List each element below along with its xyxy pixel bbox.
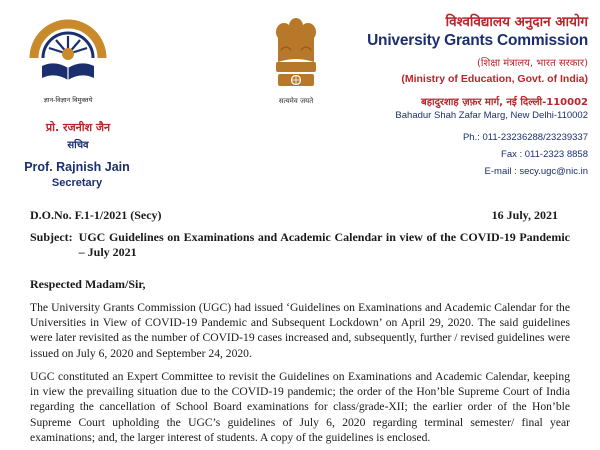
paragraph-2: UGC constituted an Expert Committee to revisit the Guidelines on Examinations and Academic Calendar, keeping in view the prevailing situation due to the COVID-19 pandemic; the order of the Hon’ble Supreme Court of India regarding the cancellation of School Board examinations for class/grade-XII; the earlier order of the Hon’ble Supreme Court upholding the UGC’s guidelines of July 6, 2020 regarding terminal semester/ final year examinations; and, the larger interest of students. A copy of the guidelines is enclosed. <box>30 370 570 444</box>
ministry-english: (Ministry of Education, Govt. of India) <box>401 73 588 85</box>
paragraph-1: The University Grants Commission (UGC) had issued ‘Guidelines on Examinations and Academic Calendar for the Universities in View of COVID-19 Pandemic and Subsequent Lockdown’ on April 29, 2020. The said guidelines were later revisited as the number of COVID-19 cases increased and, subsequently, further / revised guidelines were issued on July 6, 2020 and September 24, 2020. <box>30 301 570 360</box>
emblem-motto: सत्यमेव जयते <box>278 97 314 105</box>
fax-number: Fax : 011-2323 8858 <box>501 149 588 160</box>
logo-motto: ज्ञान-विज्ञान विमुक्तये <box>43 96 93 104</box>
ugc-logo-icon <box>28 14 108 90</box>
sender-title-english: Secretary <box>51 177 103 189</box>
reference-number: D.O.No. F.1-1/2021 (Secy) <box>30 208 162 222</box>
phone-number: Ph.: 011-23236288/23239337 <box>462 132 588 143</box>
subject-line <box>30 230 570 260</box>
sender-name-hindi: प्रो. रजनीश जैन <box>45 121 111 134</box>
letter-date: 16 July, 2021 <box>491 208 558 222</box>
subject-label: Subject: <box>30 230 73 244</box>
org-name-english: University Grants Commission <box>367 32 588 49</box>
sender-name-english: Prof. Rajnish Jain <box>24 160 130 174</box>
subject-text: UGC Guidelines on Examinations and Academic Calendar in view of the COVID-19 Pandemic – July 2021 <box>78 230 570 259</box>
sender-title-hindi: सचिव <box>67 140 89 151</box>
address-english: Bahadur Shah Zafar Marg, New Delhi-110002 <box>395 110 588 121</box>
national-emblem-icon <box>268 16 324 94</box>
email-address[interactable]: E-mail : secy.ugc@nic.in <box>484 166 588 177</box>
address-hindi: बहादुरशाह ज़फ़र मार्ग, नई दिल्ली-110002 <box>421 97 588 108</box>
org-name-hindi: विश्वविद्यालय अनुदान आयोग <box>445 14 588 30</box>
salutation: Respected Madam/Sir, <box>30 277 146 291</box>
ministry-hindi: (शिक्षा मंत्रालय, भारत सरकार) <box>477 58 588 69</box>
